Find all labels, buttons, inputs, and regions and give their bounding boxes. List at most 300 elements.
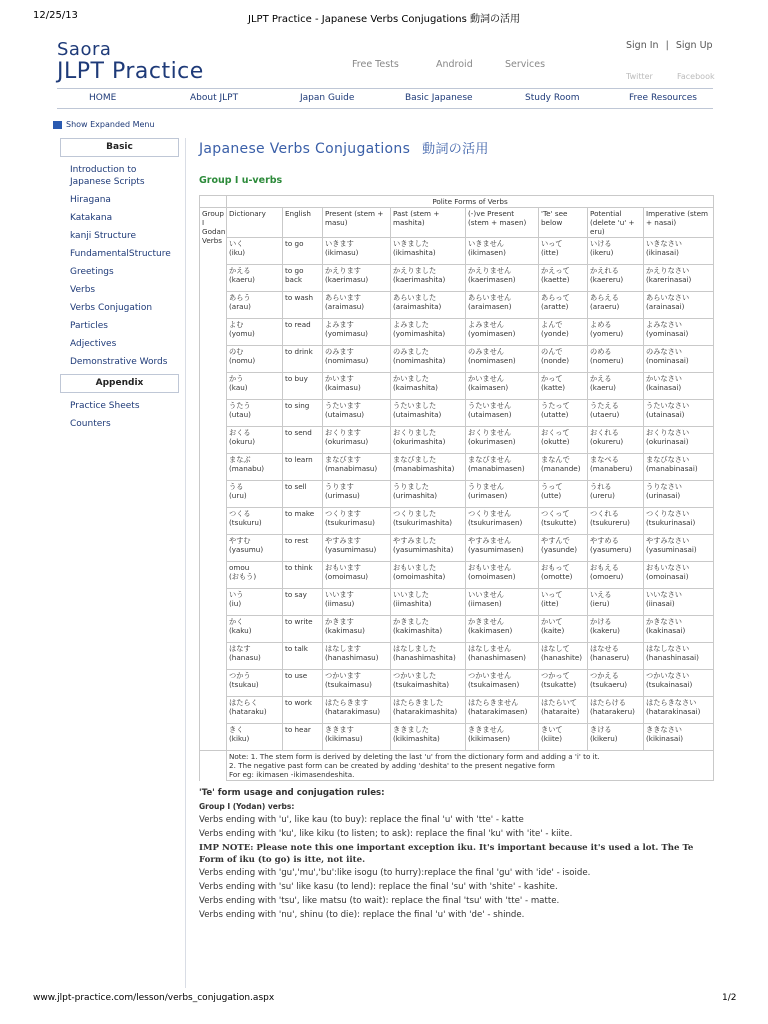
cell-line: つくれる bbox=[590, 509, 619, 518]
sidebar-heading-basic: Basic bbox=[60, 138, 179, 157]
table-cell bbox=[466, 670, 539, 697]
cell-line: to go bbox=[285, 239, 304, 248]
cell-line: (iimashita) bbox=[393, 599, 432, 608]
cell-line: (urimasen) bbox=[468, 491, 508, 500]
table-cell bbox=[588, 292, 644, 319]
table-cell bbox=[283, 670, 323, 697]
table-cell bbox=[227, 346, 283, 373]
table-cell bbox=[323, 427, 391, 454]
cell-line: (hanashite) bbox=[541, 653, 583, 662]
cell-line: (hatarakeru) bbox=[590, 707, 635, 716]
table-cell bbox=[391, 616, 466, 643]
sidebar-item-verbs[interactable]: Verbs bbox=[70, 285, 96, 295]
table-cell bbox=[227, 400, 283, 427]
sidebar-item-verbs-conjugation[interactable]: Verbs Conjugation bbox=[70, 303, 153, 313]
cell-line: まなんで bbox=[541, 455, 570, 464]
cell-line: (omoimasen) bbox=[468, 572, 516, 581]
cell-line: うれる bbox=[590, 482, 612, 491]
cell-line: (nominasai) bbox=[646, 356, 689, 365]
cell-line: うたえる bbox=[590, 401, 619, 410]
table-cell bbox=[391, 697, 466, 724]
table-cell bbox=[644, 697, 714, 724]
table-cell bbox=[323, 697, 391, 724]
table-cell bbox=[466, 481, 539, 508]
table-cell bbox=[644, 589, 714, 616]
cell-line: (omoeru) bbox=[590, 572, 624, 581]
table-cell bbox=[466, 238, 539, 265]
cell-line: はなしません bbox=[468, 644, 512, 653]
cell-line: うりません bbox=[468, 482, 504, 491]
column-header: Potential (delete 'u' + eru) bbox=[588, 208, 644, 238]
table-cell bbox=[227, 373, 283, 400]
cell-line: to sing bbox=[285, 401, 310, 410]
table-cell bbox=[539, 346, 588, 373]
cell-line: (hanashimasen) bbox=[468, 653, 526, 662]
cell-line: おもえる bbox=[590, 563, 619, 572]
cell-line: おくりません bbox=[468, 428, 512, 437]
page-title-text: Japanese Verbs Conjugations bbox=[199, 141, 411, 157]
cell-line: (utte) bbox=[541, 491, 562, 500]
cell-line: かえって bbox=[541, 266, 570, 275]
cell-line: つくって bbox=[541, 509, 570, 518]
te-form-rules bbox=[199, 787, 713, 922]
cell-line: のめる bbox=[590, 347, 612, 356]
table-cell bbox=[391, 427, 466, 454]
table-cell bbox=[644, 400, 714, 427]
sidebar-item-particles[interactable]: Particles bbox=[70, 321, 108, 331]
cell-line: おくりなさい bbox=[646, 428, 690, 437]
table-cell bbox=[227, 616, 283, 643]
table-row bbox=[200, 508, 714, 535]
cell-line: はなしなさい bbox=[646, 644, 690, 653]
table-cell bbox=[391, 454, 466, 481]
sidebar-item-intro-scripts[interactable]: Introduction to Japanese Scripts bbox=[70, 165, 145, 187]
cell-line: はたらきます bbox=[325, 698, 369, 707]
column-header: Past (stem + mashita) bbox=[391, 208, 466, 238]
table-row bbox=[200, 319, 714, 346]
table-cell bbox=[539, 616, 588, 643]
table-row bbox=[200, 697, 714, 724]
facebook-link[interactable]: Facebook bbox=[677, 72, 715, 81]
sidebar-item-counters[interactable]: Counters bbox=[70, 419, 111, 429]
cell-line: (nomimashita) bbox=[393, 356, 446, 365]
cell-line: (ieru) bbox=[590, 599, 610, 608]
cell-line: やすみなさい bbox=[646, 536, 690, 545]
nav-study-room[interactable]: Study Room bbox=[525, 93, 580, 103]
cell-line: いく bbox=[229, 239, 244, 248]
sidebar-item-kanji-structure[interactable]: kanji Structure bbox=[70, 231, 137, 241]
table-cell bbox=[588, 508, 644, 535]
cell-line: よみません bbox=[468, 320, 504, 329]
table-cell bbox=[391, 292, 466, 319]
table-cell bbox=[466, 697, 539, 724]
cell-line: (kakimasen) bbox=[468, 626, 513, 635]
table-row bbox=[200, 400, 714, 427]
rules-subheading: Group I (Yodan) verbs: bbox=[199, 802, 295, 811]
cell-line: うたいません bbox=[468, 401, 512, 410]
table-cell bbox=[227, 481, 283, 508]
table-cell bbox=[588, 454, 644, 481]
table-cell bbox=[391, 562, 466, 589]
table-cell bbox=[391, 319, 466, 346]
table-cell bbox=[466, 508, 539, 535]
show-expanded-label: Show Expanded Menu bbox=[66, 120, 155, 129]
cell-line: (kaimashita) bbox=[393, 383, 438, 392]
cell-line: (manabimashita) bbox=[393, 464, 455, 473]
table-row bbox=[200, 535, 714, 562]
cell-line: まなびます bbox=[325, 455, 361, 464]
cell-line: (okurinasai) bbox=[646, 437, 689, 446]
table-cell bbox=[227, 724, 283, 751]
table-cell bbox=[539, 319, 588, 346]
cell-line: (manande) bbox=[541, 464, 581, 473]
table-cell bbox=[391, 643, 466, 670]
cell-line: (arau) bbox=[229, 302, 251, 311]
cell-line: (omoimashita) bbox=[393, 572, 446, 581]
table-cell bbox=[588, 373, 644, 400]
top-nav-free-tests[interactable]: Free Tests bbox=[352, 59, 399, 70]
cell-line: うる bbox=[229, 482, 244, 491]
table-cell bbox=[283, 643, 323, 670]
table-cell bbox=[323, 319, 391, 346]
cell-line: (kikimashita) bbox=[393, 734, 440, 743]
cell-line: (tsukuru) bbox=[229, 518, 262, 527]
cell-line: to wash bbox=[285, 293, 314, 302]
cell-line: (yasuminasai) bbox=[646, 545, 697, 554]
sidebar-item-greetings[interactable]: Greetings bbox=[70, 267, 114, 277]
cell-line: やすんで bbox=[541, 536, 570, 545]
cell-line: いう bbox=[229, 590, 244, 599]
cell-line: うりました bbox=[393, 482, 429, 491]
nav-free-resources[interactable]: Free Resources bbox=[629, 93, 697, 103]
cell-line: いいません bbox=[468, 590, 504, 599]
column-header: (-)ve Present (stem + masen) bbox=[466, 208, 539, 238]
twitter-link[interactable]: Twitter bbox=[626, 72, 653, 81]
nav-japan-guide[interactable]: Japan Guide bbox=[300, 93, 355, 103]
table-cell bbox=[323, 481, 391, 508]
table-row bbox=[200, 481, 714, 508]
table-cell bbox=[588, 670, 644, 697]
table-cell bbox=[588, 427, 644, 454]
table-cell bbox=[588, 400, 644, 427]
table-cell bbox=[391, 400, 466, 427]
table-cell bbox=[227, 292, 283, 319]
cell-line: (nomeru) bbox=[590, 356, 624, 365]
cell-line: (manabimasu) bbox=[325, 464, 378, 473]
cell-line: to make bbox=[285, 509, 315, 518]
cell-line: のむ bbox=[229, 347, 244, 356]
cell-line: (tsukurimashita) bbox=[393, 518, 453, 527]
table-cell bbox=[283, 616, 323, 643]
table-cell bbox=[466, 346, 539, 373]
auth-links bbox=[626, 40, 713, 51]
cell-line: うります bbox=[325, 482, 354, 491]
table-cell bbox=[644, 265, 714, 292]
table-cell bbox=[323, 373, 391, 400]
cell-line: (tsukurinasai) bbox=[646, 518, 696, 527]
cell-line: omou bbox=[229, 563, 250, 572]
table-cell bbox=[283, 589, 323, 616]
table-cell bbox=[391, 670, 466, 697]
table-row bbox=[200, 427, 714, 454]
cell-line: つくりません bbox=[468, 509, 512, 518]
table-cell bbox=[588, 643, 644, 670]
table-cell bbox=[539, 697, 588, 724]
cell-line: あらう bbox=[229, 293, 251, 302]
table-cell bbox=[588, 562, 644, 589]
cell-line: おくる bbox=[229, 428, 251, 437]
table-cell bbox=[539, 562, 588, 589]
table-cell bbox=[283, 346, 323, 373]
cell-line: よむ bbox=[229, 320, 244, 329]
cell-line: (ikimasen) bbox=[468, 248, 506, 257]
column-header: English bbox=[283, 208, 323, 238]
nav-basic-japanese[interactable]: Basic Japanese bbox=[405, 93, 473, 103]
table-spacer bbox=[200, 751, 227, 781]
table-cell bbox=[323, 400, 391, 427]
table-cell bbox=[588, 238, 644, 265]
cell-line: やすみます bbox=[325, 536, 361, 545]
cell-line: ききました bbox=[393, 725, 429, 734]
table-cell bbox=[539, 508, 588, 535]
site-logo[interactable] bbox=[57, 40, 204, 84]
table-row bbox=[200, 562, 714, 589]
table-cell bbox=[466, 643, 539, 670]
table-row bbox=[200, 724, 714, 751]
table-row bbox=[200, 616, 714, 643]
cell-line: (itte) bbox=[541, 599, 559, 608]
rule-line: Verbs ending with 'nu', shinu (to die): replace the final 'u' with 'de' - shinde. bbox=[199, 910, 525, 920]
cell-line: うって bbox=[541, 482, 563, 491]
table-cell bbox=[644, 508, 714, 535]
sidebar-item-katakana[interactable]: Katakana bbox=[70, 213, 113, 223]
main-content bbox=[199, 138, 713, 922]
print-page-number: 1/2 bbox=[722, 993, 737, 1003]
table-cell bbox=[644, 427, 714, 454]
cell-line: to talk bbox=[285, 644, 308, 653]
table-cell bbox=[588, 346, 644, 373]
cell-line: まなべる bbox=[590, 455, 619, 464]
group-cell: Group I Godan Verbs bbox=[200, 208, 227, 751]
table-cell bbox=[466, 265, 539, 292]
table-cell bbox=[644, 481, 714, 508]
table-notes-row bbox=[200, 751, 714, 781]
print-date: 12/25/13 bbox=[33, 10, 78, 21]
table-cell bbox=[644, 670, 714, 697]
cell-line: はなせる bbox=[590, 644, 619, 653]
cell-line: (yasumimashita) bbox=[393, 545, 454, 554]
table-cell bbox=[539, 427, 588, 454]
cell-line: まなびました bbox=[393, 455, 437, 464]
sign-in-link[interactable]: Sign In bbox=[626, 40, 659, 51]
cell-line: (araimashita) bbox=[393, 302, 442, 311]
cell-line: (utaimashita) bbox=[393, 410, 442, 419]
cell-line: (yasumimasu) bbox=[325, 545, 377, 554]
table-cell bbox=[466, 724, 539, 751]
cell-line: つかう bbox=[229, 671, 251, 680]
cell-line: (utaimasen) bbox=[468, 410, 512, 419]
cell-line: (tsukutte) bbox=[541, 518, 577, 527]
cell-line: きく bbox=[229, 725, 244, 734]
cell-line: (okurimasu) bbox=[325, 437, 369, 446]
cell-line: いえる bbox=[590, 590, 612, 599]
cell-line: ききません bbox=[468, 725, 504, 734]
cell-line: かえる bbox=[229, 266, 251, 275]
table-cell bbox=[323, 292, 391, 319]
table-cell bbox=[539, 265, 588, 292]
table-cell bbox=[323, 265, 391, 292]
table-row bbox=[200, 643, 714, 670]
cell-line: よみます bbox=[325, 320, 354, 329]
table-cell bbox=[644, 292, 714, 319]
cell-line: (kaerimashita) bbox=[393, 275, 446, 284]
sidebar-item-hiragana[interactable]: Hiragana bbox=[70, 195, 111, 205]
table-cell bbox=[283, 481, 323, 508]
column-header: Dictionary bbox=[227, 208, 283, 238]
cell-line: うたって bbox=[541, 401, 570, 410]
table-cell bbox=[227, 454, 283, 481]
table-cell bbox=[323, 238, 391, 265]
table-cell bbox=[644, 238, 714, 265]
cell-line: (iimasen) bbox=[468, 599, 502, 608]
rules-heading: 'Te' form usage and conjugation rules: bbox=[199, 788, 385, 798]
cell-line: (manaberu) bbox=[590, 464, 633, 473]
cell-line: (ikimasu) bbox=[325, 248, 359, 257]
cell-line: (ikeru) bbox=[590, 248, 614, 257]
nav-home[interactable]: HOME bbox=[89, 93, 117, 103]
cell-line: はなす bbox=[229, 644, 251, 653]
sidebar-item-adjectives[interactable]: Adjectives bbox=[70, 339, 117, 349]
cell-line: かきます bbox=[325, 617, 354, 626]
cell-line: おもいません bbox=[468, 563, 512, 572]
table-cell bbox=[539, 535, 588, 562]
table-cell bbox=[539, 589, 588, 616]
table-cell bbox=[283, 265, 323, 292]
cell-line: はたらいて bbox=[541, 698, 577, 707]
cell-line: いいました bbox=[393, 590, 429, 599]
cell-line: to learn bbox=[285, 455, 313, 464]
table-cell bbox=[283, 508, 323, 535]
cell-line: あらいます bbox=[325, 293, 361, 302]
cell-line: まなびません bbox=[468, 455, 512, 464]
auth-separator: | bbox=[665, 40, 669, 51]
table-cell bbox=[323, 454, 391, 481]
cell-line: to buy bbox=[285, 374, 308, 383]
sidebar-item-demonstrative-words[interactable]: Demonstrative Words bbox=[70, 357, 168, 367]
cell-line: かえりました bbox=[393, 266, 437, 275]
cell-line: (aratte) bbox=[541, 302, 569, 311]
table-cell bbox=[227, 265, 283, 292]
table-cell bbox=[323, 670, 391, 697]
rule-line: Verbs ending with 'u', like kau (to buy): replace the final 'u' with 'tte' - katte bbox=[199, 815, 524, 825]
cell-line: (kaerimasu) bbox=[325, 275, 369, 284]
rule-line: Verbs ending with 'su' like kasu (to lend): replace the final 'su' with 'shite' - kashite. bbox=[199, 882, 558, 892]
top-nav-services[interactable]: Services bbox=[505, 59, 546, 70]
cell-line: のみます bbox=[325, 347, 354, 356]
cell-line: (katte) bbox=[541, 383, 566, 392]
table-cell bbox=[283, 319, 323, 346]
cell-line: うたう bbox=[229, 401, 251, 410]
table-cell bbox=[227, 562, 283, 589]
verbs-table bbox=[199, 195, 714, 781]
group-title: Group I u-verbs bbox=[199, 175, 283, 186]
table-cell bbox=[644, 346, 714, 373]
table-cell bbox=[323, 535, 391, 562]
table-cell bbox=[227, 535, 283, 562]
sidebar-item-practice-sheets[interactable]: Practice Sheets bbox=[70, 401, 140, 411]
table-cell bbox=[466, 427, 539, 454]
cell-line: はたらきました bbox=[393, 698, 444, 707]
cell-line: まなびなさい bbox=[646, 455, 690, 464]
cell-line: (おもう) bbox=[229, 572, 257, 581]
cell-line: ききなさい bbox=[646, 725, 682, 734]
sign-up-link[interactable]: Sign Up bbox=[675, 40, 713, 51]
cell-line: つくる bbox=[229, 509, 251, 518]
table-cell bbox=[227, 697, 283, 724]
cell-line: おくれる bbox=[590, 428, 619, 437]
cell-line: (urimashita) bbox=[393, 491, 438, 500]
table-cell bbox=[588, 589, 644, 616]
table-cell bbox=[539, 481, 588, 508]
cell-line: (yasumeru) bbox=[590, 545, 632, 554]
cell-line: あらえる bbox=[590, 293, 619, 302]
cell-line: (tsukaimasu) bbox=[325, 680, 372, 689]
table-cell bbox=[391, 346, 466, 373]
sidebar-item-fundamental-structure[interactable]: FundamentalStructure bbox=[70, 249, 171, 259]
cell-line: いいなさい bbox=[646, 590, 682, 599]
top-nav-android[interactable]: Android bbox=[436, 59, 473, 70]
table-cell bbox=[644, 616, 714, 643]
menu-icon bbox=[53, 121, 62, 129]
cell-line: のみなさい bbox=[646, 347, 682, 356]
table-cell bbox=[588, 616, 644, 643]
cell-line: (kikinasai) bbox=[646, 734, 684, 743]
cell-line: はなして bbox=[541, 644, 570, 653]
cell-line: かいました bbox=[393, 374, 429, 383]
cell-line: おもいなさい bbox=[646, 563, 690, 572]
cell-line: (utaimasu) bbox=[325, 410, 365, 419]
cell-line: おもいました bbox=[393, 563, 437, 572]
cell-line: to rest bbox=[285, 536, 309, 545]
cell-line: (hatarakimasen) bbox=[468, 707, 528, 716]
table-row bbox=[200, 238, 714, 265]
table-cell bbox=[466, 400, 539, 427]
table-notes bbox=[227, 751, 714, 781]
cell-line: (kikimasen) bbox=[468, 734, 511, 743]
show-expanded-menu[interactable] bbox=[53, 120, 155, 129]
cell-line: いきます bbox=[325, 239, 354, 248]
cell-line: (kaku) bbox=[229, 626, 252, 635]
note-line: 2. The negative past form can be created by adding 'deshita' to the present negative form bbox=[229, 761, 555, 770]
rule-line: Verbs ending with 'ku', like kiku (to listen; to ask): replace the final 'ku' with 'ite' - kiite. bbox=[199, 829, 573, 839]
cell-line: かける bbox=[590, 617, 612, 626]
cell-line: (kiku) bbox=[229, 734, 250, 743]
cell-line: (yonde) bbox=[541, 329, 569, 338]
cell-line: (omotte) bbox=[541, 572, 573, 581]
cell-line: to send bbox=[285, 428, 312, 437]
cell-line: (itte) bbox=[541, 248, 559, 257]
nav-about-jlpt[interactable]: About JLPT bbox=[190, 93, 239, 103]
cell-line: (hatarakimasu) bbox=[325, 707, 381, 716]
table-cell bbox=[466, 562, 539, 589]
cell-line: やすむ bbox=[229, 536, 251, 545]
cell-line: (uru) bbox=[229, 491, 247, 500]
cell-line: うりなさい bbox=[646, 482, 682, 491]
cell-line: (tsukau) bbox=[229, 680, 259, 689]
cell-line: つかえる bbox=[590, 671, 619, 680]
cell-line: (hanashimashita) bbox=[393, 653, 456, 662]
table-cell bbox=[588, 697, 644, 724]
